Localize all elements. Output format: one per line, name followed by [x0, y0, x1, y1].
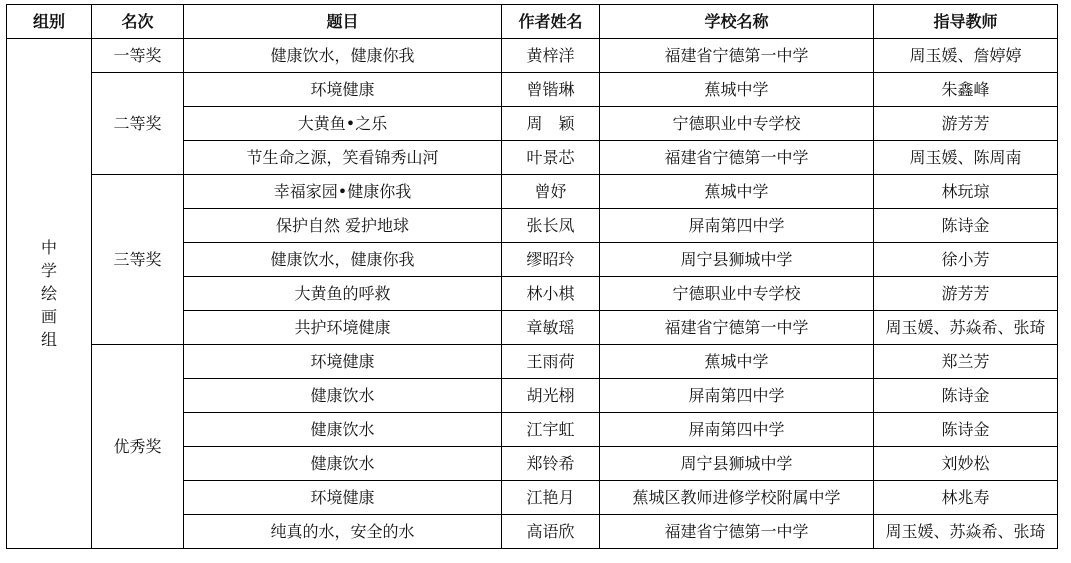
- rank-cell: 二等奖: [92, 73, 184, 175]
- author-cell: 张长凤: [502, 209, 600, 243]
- rank-cell: 优秀奖: [92, 345, 184, 549]
- school-cell: 屏南第四中学: [600, 209, 874, 243]
- table-row: [7, 39, 1058, 73]
- author-cell: 黄梓洋: [502, 39, 600, 73]
- header-school: 学校名称: [600, 5, 874, 39]
- author-cell: 高语欣: [502, 515, 600, 549]
- school-cell: 蕉城中学: [600, 73, 874, 107]
- table-body: [7, 39, 1058, 549]
- author-cell: 缪昭玲: [502, 243, 600, 277]
- title-cell: 环境健康: [184, 345, 502, 379]
- title-cell: 节生命之源，笑看锦秀山河: [184, 141, 502, 175]
- title-cell: 健康饮水: [184, 379, 502, 413]
- author-cell: 江宇虹: [502, 413, 600, 447]
- author-cell: 叶景芯: [502, 141, 600, 175]
- title-cell: 大黄鱼的呼救: [184, 277, 502, 311]
- header-group: 组别: [7, 5, 92, 39]
- teacher-cell: 林玩琼: [874, 175, 1058, 209]
- title-cell: 大黄鱼•之乐: [184, 107, 502, 141]
- title-cell: 共护环境健康: [184, 311, 502, 345]
- title-cell: 幸福家园•健康你我: [184, 175, 502, 209]
- rank-cell: 一等奖: [92, 39, 184, 73]
- table-row: [7, 345, 1058, 379]
- teacher-cell: 陈诗金: [874, 209, 1058, 243]
- header-title: 题目: [184, 5, 502, 39]
- teacher-cell: 陈诗金: [874, 379, 1058, 413]
- teacher-cell: 周玉媛、苏焱希、张琦: [874, 311, 1058, 345]
- teacher-cell: 朱鑫峰: [874, 73, 1058, 107]
- author-cell: 郑铃希: [502, 447, 600, 481]
- school-cell: 周宁县狮城中学: [600, 243, 874, 277]
- school-cell: 屏南第四中学: [600, 379, 874, 413]
- table-row: [7, 175, 1058, 209]
- teacher-cell: 周玉媛、詹婷婷: [874, 39, 1058, 73]
- header-rank: 名次: [92, 5, 184, 39]
- school-cell: 周宁县狮城中学: [600, 447, 874, 481]
- title-cell: 健康饮水，健康你我: [184, 243, 502, 277]
- teacher-cell: 徐小芳: [874, 243, 1058, 277]
- school-cell: 宁德职业中专学校: [600, 277, 874, 311]
- school-cell: 福建省宁德第一中学: [600, 515, 874, 549]
- teacher-cell: 郑兰芳: [874, 345, 1058, 379]
- title-cell: 保护自然 爱护地球: [184, 209, 502, 243]
- school-cell: 蕉城区教师进修学校附属中学: [600, 481, 874, 515]
- teacher-cell: 陈诗金: [874, 413, 1058, 447]
- teacher-cell: 周玉媛、苏焱希、张琦: [874, 515, 1058, 549]
- author-cell: 胡光栩: [502, 379, 600, 413]
- table-row: [7, 73, 1058, 107]
- header-teacher: 指导教师: [874, 5, 1058, 39]
- teacher-cell: 周玉媛、陈周南: [874, 141, 1058, 175]
- group-cell: 中 学 绘 画 组: [7, 39, 92, 549]
- author-cell: 江艳月: [502, 481, 600, 515]
- school-cell: 蕉城中学: [600, 345, 874, 379]
- title-cell: 环境健康: [184, 481, 502, 515]
- header-author: 作者姓名: [502, 5, 600, 39]
- author-cell: 林小棋: [502, 277, 600, 311]
- title-cell: 健康饮水: [184, 413, 502, 447]
- school-cell: 宁德职业中专学校: [600, 107, 874, 141]
- teacher-cell: 林兆寿: [874, 481, 1058, 515]
- title-cell: 健康饮水: [184, 447, 502, 481]
- title-cell: 环境健康: [184, 73, 502, 107]
- school-cell: 福建省宁德第一中学: [600, 39, 874, 73]
- school-cell: 福建省宁德第一中学: [600, 311, 874, 345]
- school-cell: 蕉城中学: [600, 175, 874, 209]
- header-row: [7, 5, 1058, 39]
- awards-table: [6, 4, 1058, 549]
- author-cell: 章敏瑶: [502, 311, 600, 345]
- title-cell: 健康饮水，健康你我: [184, 39, 502, 73]
- school-cell: 屏南第四中学: [600, 413, 874, 447]
- author-cell: 王雨荷: [502, 345, 600, 379]
- teacher-cell: 游芳芳: [874, 107, 1058, 141]
- teacher-cell: 游芳芳: [874, 277, 1058, 311]
- title-cell: 纯真的水，安全的水: [184, 515, 502, 549]
- rank-cell: 三等奖: [92, 175, 184, 345]
- teacher-cell: 刘妙松: [874, 447, 1058, 481]
- school-cell: 福建省宁德第一中学: [600, 141, 874, 175]
- author-cell: 周 颖: [502, 107, 600, 141]
- author-cell: 曾锴琳: [502, 73, 600, 107]
- author-cell: 曾妤: [502, 175, 600, 209]
